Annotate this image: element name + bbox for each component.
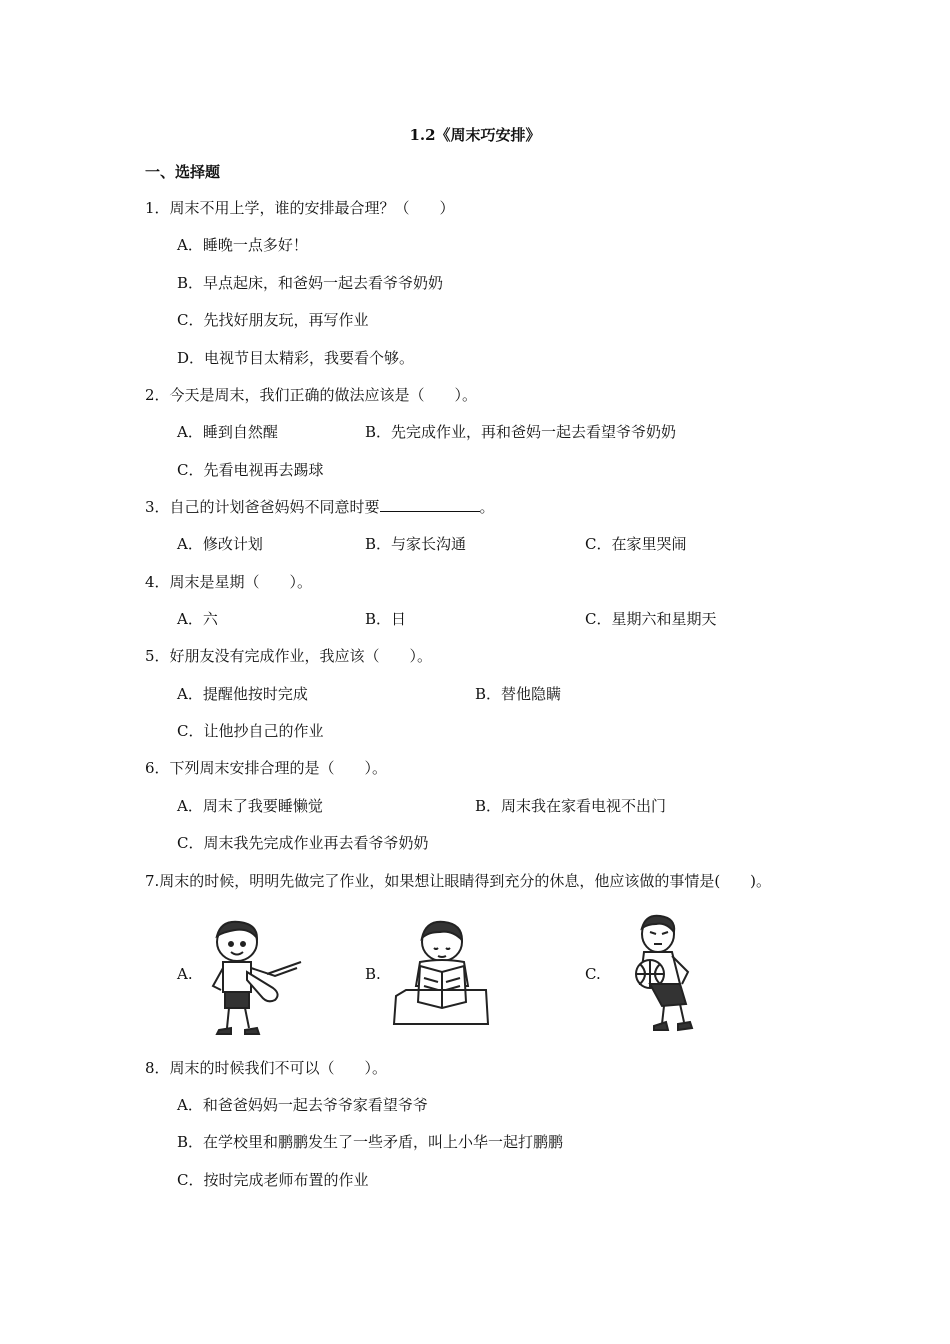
question-5-stem: 5．好朋友没有完成作业，我应该（ ）。 [145,647,433,665]
question-1-option-a[interactable]: A．睡晚一点多好！ [177,236,308,254]
question-3-stem [145,497,495,517]
question-8-option-a[interactable]: A．和爸爸妈妈一起去爷爷家看望爷爷 [177,1096,428,1114]
question-1-option-d[interactable]: D．电视节目太精彩，我要看个够。 [177,349,415,367]
violin-boy-icon[interactable] [205,916,305,1041]
question-5-option-b[interactable]: B．替他隐瞒 [475,685,562,703]
question-4-option-a[interactable]: A．六 [177,610,218,628]
question-7-stem: 7.周末的时候，明明先做完了作业，如果想让眼睛得到充分的休息，他应该做的事情是( )。 [145,872,772,890]
question-6-option-b[interactable]: B．周末我在家看电视不出门 [475,797,667,815]
question-5-option-c[interactable]: C．让他抄自己的作业 [177,722,324,740]
question-3-option-b[interactable]: B．与家长沟通 [365,535,467,553]
question-6-option-c[interactable]: C．周末我先完成作业再去看爷爷奶奶 [177,834,429,852]
question-2-option-a[interactable]: A．睡到自然醒 [177,423,278,441]
question-4-option-c[interactable]: C．星期六和星期天 [585,610,717,628]
question-1-stem: 1．周末不用上学，谁的安排最合理？（ ） [145,199,455,217]
question-3-stem-end: 。 [479,498,495,516]
page-title: 1.2《周末巧安排》 [409,126,541,144]
question-3-option-a[interactable]: A．修改计划 [177,535,263,553]
question-1-option-c[interactable]: C．先找好朋友玩，再写作业 [177,311,369,329]
section-heading: 一、选择题 [145,163,221,181]
question-6-option-a[interactable]: A．周末了我要睡懒觉 [177,797,323,815]
question-5-option-a[interactable]: A．提醒他按时完成 [177,685,308,703]
question-2-stem: 2．今天是周末，我们正确的做法应该是（ ）。 [145,386,478,404]
answer-blank[interactable] [380,497,480,512]
question-1-option-b[interactable]: B．早点起床，和爸妈一起去看爷爷奶奶 [177,274,444,292]
question-7-option-a[interactable]: A. [177,965,193,983]
question-4-stem: 4．周末是星期（ ）。 [145,573,313,591]
question-3-stem-text: 3．自己的计划爸爸妈妈不同意时要 [145,498,380,516]
question-7-option-c[interactable]: C. [585,965,601,983]
question-2-option-b[interactable]: B．先完成作业，再和爸妈一起去看望爷爷奶奶 [365,423,677,441]
question-4-option-b[interactable]: B．日 [365,610,407,628]
question-8-option-c[interactable]: C．按时完成老师布置的作业 [177,1171,369,1189]
reading-boy-icon[interactable] [390,916,490,1031]
question-7-option-b[interactable]: B. [365,965,381,983]
question-6-stem: 6．下列周末安排合理的是（ ）。 [145,759,388,777]
question-8-option-b[interactable]: B．在学校里和鹏鹏发生了一些矛盾，叫上小华一起打鹏鹏 [177,1133,564,1151]
question-2-option-c[interactable]: C．先看电视再去踢球 [177,461,324,479]
question-8-stem: 8．周末的时候我们不可以（ ）。 [145,1059,388,1077]
question-3-option-c[interactable]: C．在家里哭闹 [585,535,687,553]
basketball-boy-icon[interactable] [610,912,700,1037]
